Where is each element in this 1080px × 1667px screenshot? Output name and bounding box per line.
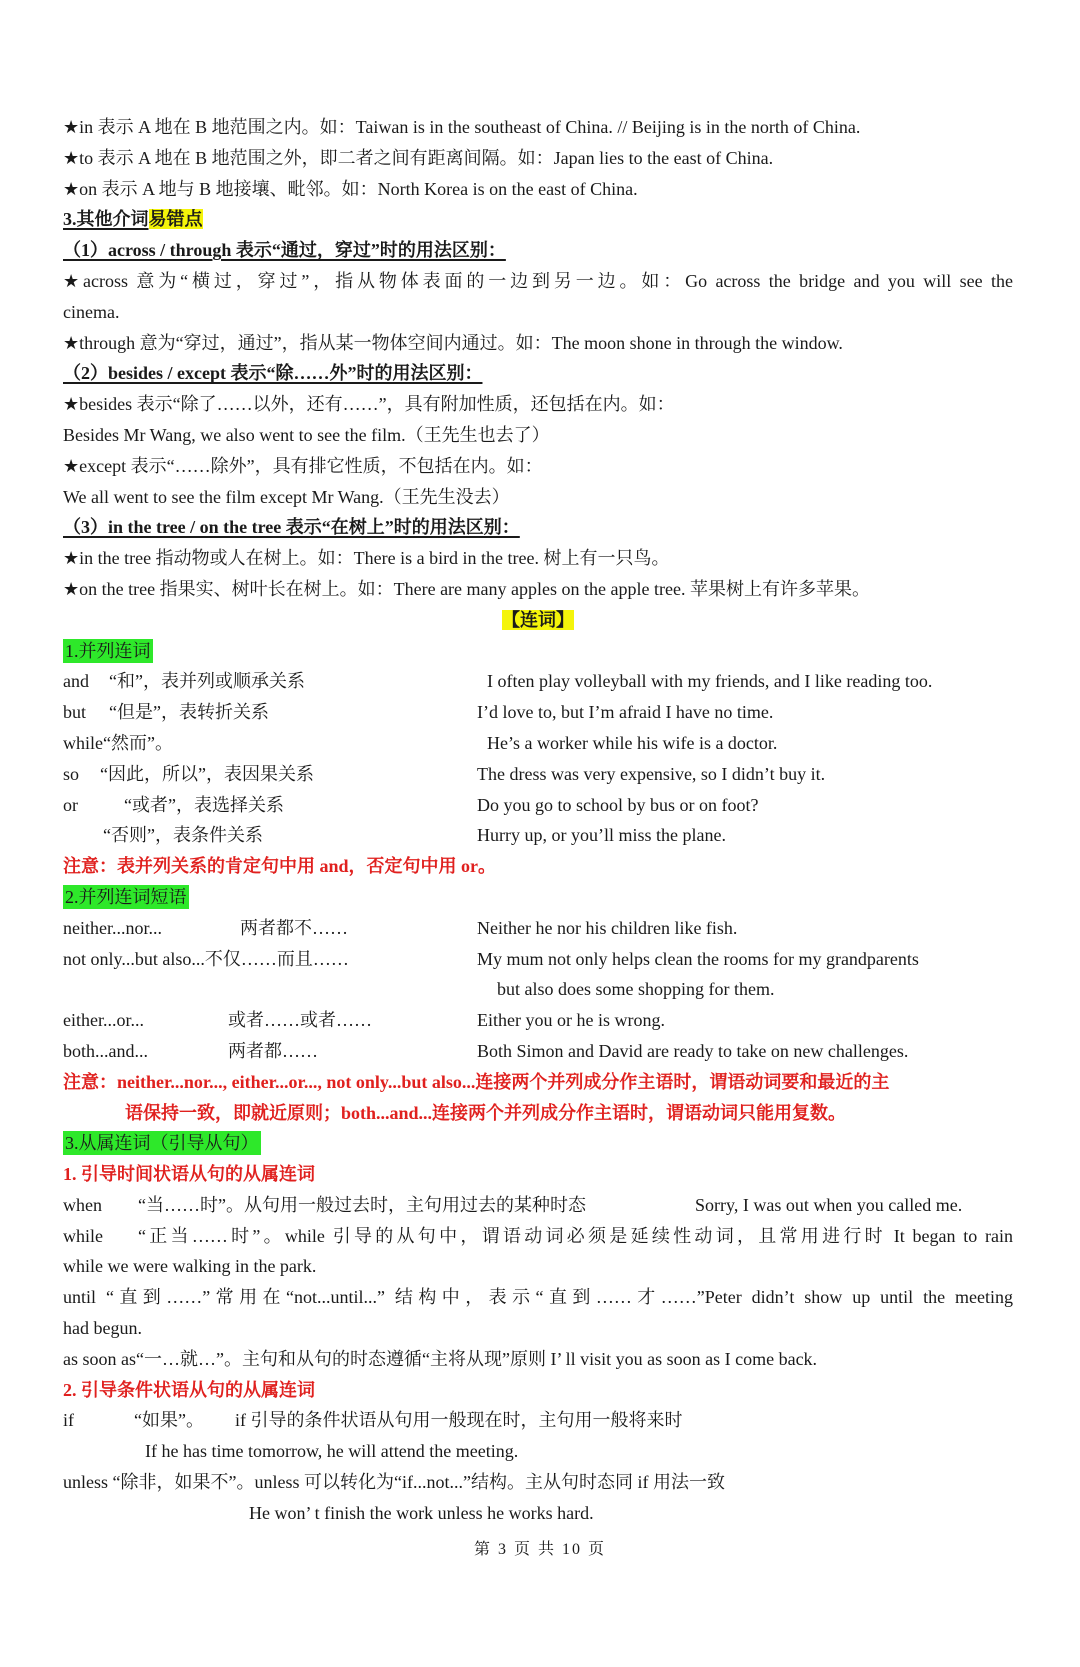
table-row [63,697,1013,728]
subheading-text: （3）in the tree / on the tree 表示“在树上”时的用法区别： [63,517,520,538]
text-line: ★in 表示 A 地在 B 地范围之内。如：Taiwan is in the southeast of China. // Beijing is in the north of China. [63,117,861,137]
conjunction: and [63,671,89,692]
subheading [63,512,1013,543]
table-row [63,820,1013,851]
text-line: as soon as“一…就…”。主句和从句的时态遵循“主将从现”原则 I’ ll visit you as soon as I come back. [63,1348,818,1369]
meaning: “因此，所以”，表因果关系 [100,763,314,784]
example: I often play volleyball with my friends, and I like reading too. [487,671,933,692]
phrase: not only...but also... [63,948,205,969]
subheading-text: （1）across / through 表示“通过，穿过”时的用法区别： [63,240,506,261]
conjunction: or [63,794,78,815]
table-row [63,974,1013,1005]
meaning: 两者都不…… [240,917,348,938]
meaning: “然而”。 [103,732,173,753]
subheading-text: （2）besides / except 表示“除……外”时的用法区别： [63,363,483,384]
table-row [63,1405,1013,1436]
example: If he has time tomorrow, he will attend the meeting. [145,1441,519,1462]
text-line: until “直到……”常用在“not...until...” 结构中，表示“直到……才……”Peter didn’t show up until the meeting [63,1287,1013,1308]
table-row [63,913,1013,944]
example: He won’ t finish the work unless he works hard. [249,1502,594,1523]
chapter-title [63,605,1013,636]
phrase: either...or... [63,1010,144,1031]
section-heading [63,882,1013,913]
heading-text: 2.并列连词短语 [65,886,187,907]
note: 注意：表并列关系的肯定句中用 and，否定句中用 or。 [63,856,497,877]
text-line: ★in the tree 指动物或人在树上。如：There is a bird in the tree. 树上有一只鸟。 [63,548,670,569]
meaning: “和”，表并列或顺承关系 [109,671,305,692]
example: I’d love to, but I’m afraid I have no time. [477,702,774,723]
usage: if 引导的条件状语从句用一般现在时，主句用一般将来时 [235,1410,683,1431]
subheading [63,235,1013,266]
heading-text: 3.从属连词（引导从句） [65,1133,259,1154]
text-line: ★through 意为“穿过，通过”，指从某一物体空间内通过。如：The moon shone in through the window. [63,332,843,353]
example: The dress was very expensive, so I didn’t buy it. [477,763,826,784]
document-page [63,112,1013,1529]
table-row [63,1221,1013,1252]
heading-text: 1.并列连词 [65,640,151,661]
example: Hurry up, or you’ll miss the plane. [477,825,726,846]
example: but also does some shopping for them. [497,979,775,1000]
example: Do you go to school by bus or on foot? [477,794,759,815]
heading-text: 3.其他介词 [63,209,149,230]
example: Sorry, I was out when you called me. [695,1194,963,1215]
note-continued: 语保持一致，即就近原则；both...and...连接两个并列成分作主语时，谓语动词只能用复数。 [125,1102,847,1123]
text-line: ★to 表示 A 地在 B 地范围之外，即二者之间有距离间隔。如：Japan lies to the east of China. [63,147,774,168]
text-line: unless “除非，如果不”。unless 可以转化为“if...not...”结构。主从句时态同 if 用法一致 [63,1472,725,1493]
note: 注意：neither...nor..., either...or..., not only...but also...连接两个并列成分作主语时，谓语动词要和最近的主 [63,1071,890,1092]
phrase: neither...nor... [63,917,162,938]
meaning: 或者……或者…… [228,1010,372,1031]
meaning: “或者”，表选择关系 [124,794,284,815]
heading-highlight: 易错点 [148,209,203,230]
subheading: 2. 引导条件状语从句的从属连词 [63,1379,315,1400]
meaning: “当……时”。从句用一般过去时，主句用过去的某种时态 [138,1194,586,1215]
text-line: ★on the tree 指果实、树叶长在树上。如：There are many apples on the apple tree. 苹果树上有许多苹果。 [63,578,870,599]
example: Either you or he is wrong. [477,1010,665,1031]
phrase: both...and... [63,1040,148,1061]
table-row [63,790,1013,821]
table-row [63,944,1013,975]
conjunction: while [63,1225,103,1246]
section-heading [63,204,1013,235]
text-line: while we were walking in the park. [63,1256,317,1277]
example: He’s a worker while his wife is a doctor. [487,732,778,753]
meaning: 两者都…… [228,1040,318,1061]
chapter-title-text: 【连词】 [502,609,574,630]
subheading: 1. 引导时间状语从句的从属连词 [63,1164,315,1185]
meaning: “正当……时”。while 引导的从句中，谓语动词必须是延续性动词，且常用进行时 It began to rain [138,1225,1013,1246]
text-line: ★except 表示“……除外”，具有排它性质，不包括在内。如： [63,455,543,476]
table-row [63,759,1013,790]
conjunction: when [63,1194,102,1215]
text-line: had begun. [63,1318,142,1339]
table-row [63,1036,1013,1067]
text-line: ★across 意为“横过，穿过”，指从物体表面的一边到另一边。如：Go across the bridge and you will see the [63,270,1013,291]
section-heading [63,1128,1013,1159]
table-row [63,1190,1013,1221]
text-line: We all went to see the film except Mr Wang.（王先生没去） [63,486,510,507]
table-row [63,666,1013,697]
text-line: Besides Mr Wang, we also went to see the film.（王先生也去了） [63,424,550,445]
example: Neither he nor his children like fish. [477,917,738,938]
example: My mum not only helps clean the rooms for my grandparents [477,948,919,969]
conjunction: but [63,702,87,723]
page-number: 第 3 页 共 10 页 [473,1541,606,1558]
meaning: “否则”，表条件关系 [103,825,263,846]
conjunction: so [63,763,80,784]
example: Both Simon and David are ready to take on new challenges. [477,1040,909,1061]
conjunction: while [63,732,103,753]
text-line: ★besides 表示“除了……以外，还有……”，具有附加性质，还包括在内。如： [63,394,675,415]
subheading [63,358,1013,389]
text-line: cinema. [63,301,120,322]
conjunction: if [63,1410,74,1431]
table-row [63,1005,1013,1036]
meaning: “如果”。 [134,1410,204,1431]
text-line: ★on 表示 A 地与 B 地接壤、毗邻。如：North Korea is on the east of China. [63,178,638,199]
meaning: 不仅……而且…… [204,948,349,969]
meaning: “但是”，表转折关系 [109,702,269,723]
section-heading [63,636,1013,667]
table-row [63,728,1013,759]
